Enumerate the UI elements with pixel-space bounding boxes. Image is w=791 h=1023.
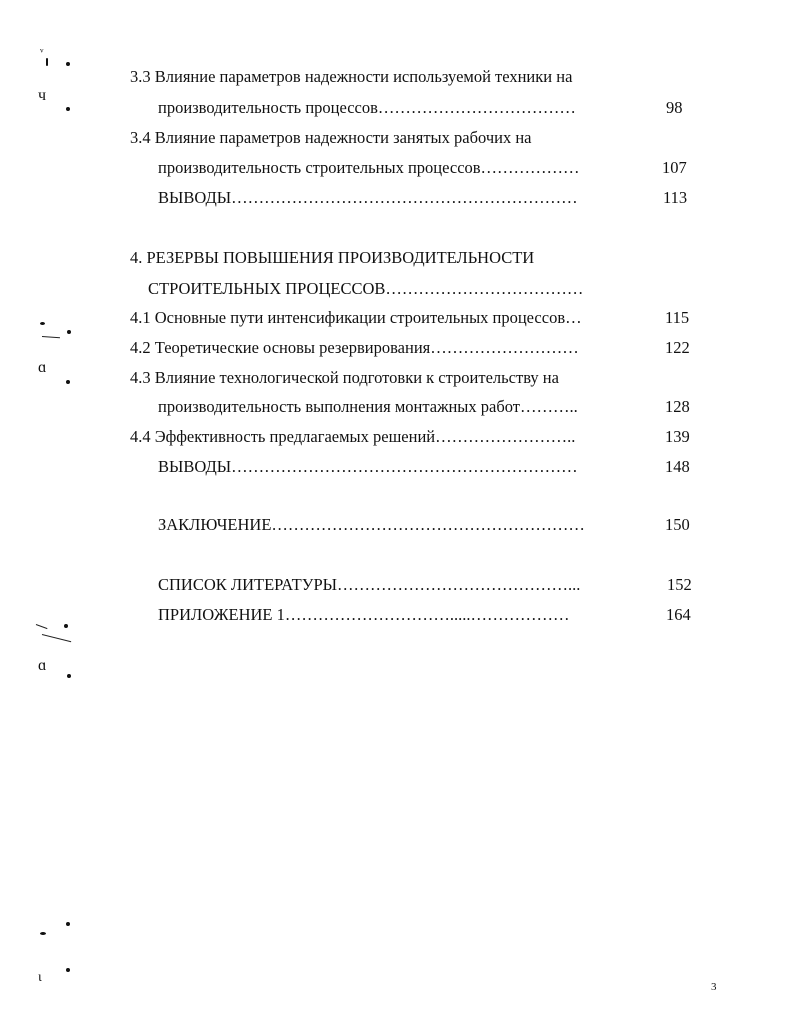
toc-entry-4-1: 4.1 Основные пути интенсификации строительных процессов… <box>130 308 582 327</box>
toc-entry-3-3-line2: производительность процессов……………………………… <box>158 98 576 117</box>
toc-chapter-4-line2: СТРОИТЕЛЬНЫХ ПРОЦЕССОВ……………………………… <box>148 279 584 298</box>
toc-entry-3-4-line1: 3.4 Влияние параметров надежности занятых рабочих на <box>130 128 532 147</box>
toc-final-conclusion: ЗАКЛЮЧЕНИЕ………………………………………………… <box>158 515 585 534</box>
toc-entry-4-3-page: 128 <box>665 397 690 416</box>
toc-entry-4-4-page: 139 <box>665 427 690 446</box>
page-number: 3 <box>711 981 717 993</box>
toc-appendix-1-page: 164 <box>666 605 691 624</box>
toc-bibliography-page: 152 <box>667 575 692 594</box>
toc-entry-4-3-line1: 4.3 Влияние технологической подготовки к строительству на <box>130 368 559 387</box>
toc-entry-4-4: 4.4 Эффективность предлагаемых решений…………………….. <box>130 427 576 446</box>
toc-chapter-4-line1: 4. РЕЗЕРВЫ ПОВЫШЕНИЯ ПРОИЗВОДИТЕЛЬНОСТИ <box>130 248 535 267</box>
toc-final-conclusion-page: 150 <box>665 515 690 534</box>
toc-conclusions-3: ВЫВОДЫ……………………………………………………… <box>158 188 578 207</box>
toc-bibliography: СПИСОК ЛИТЕРАТУРЫ……………………………………... <box>158 575 581 594</box>
toc-entry-4-2: 4.2 Теоретические основы резервирования……………………… <box>130 338 579 357</box>
toc-appendix-1: ПРИЛОЖЕНИЕ 1………………………….....……………… <box>158 605 570 624</box>
toc-entry-3-3-line1: 3.3 Влияние параметров надежности используемой техники на <box>130 67 573 86</box>
toc-entry-4-3-line2: производительность выполнения монтажных работ……….. <box>158 397 578 416</box>
toc-conclusions-4-page: 148 <box>665 457 690 476</box>
document-page: 3.3 Влияние параметров надежности используемой техники на производительность процессов……………………………… 98 3.4 Влияние параметров надежности занятых рабочих на производительность строительных процессов……………… 107 ВЫВОДЫ……………………………………………………… 113 4. РЕЗЕРВЫ ПОВЫШЕНИЯ ПРОИЗВОДИТЕЛЬНОСТИ СТРОИТЕЛЬНЫХ ПРОЦЕССОВ……………………………… 4.1 Основные пути интенсификации строительных процессов… 115 4.2 Теоретические основы резервирования……………………… 122 4.3 Влияние технологической подготовки к строительству на производительность выполнения монтажных работ……….. 128 4.4 Эффективность предлагаемых решений…………………….. 139 ВЫВОДЫ……………………………………………………… 148 ЗАКЛЮЧЕНИЕ………………………………………………… 150 СПИСОК ЛИТЕРАТУРЫ……………………………………... 152 ПРИЛОЖЕНИЕ 1………………………….....……………… 164 3 ᵛ ч ɑ ɑ ɩ <box>0 0 791 1023</box>
toc-entry-3-3-page: 98 <box>666 98 683 117</box>
toc-conclusions-3-page: 113 <box>663 188 688 207</box>
toc-entry-3-4-page: 107 <box>662 158 687 177</box>
toc-entry-4-1-page: 115 <box>665 308 690 327</box>
toc-entry-4-2-page: 122 <box>665 338 690 357</box>
toc-conclusions-4: ВЫВОДЫ……………………………………………………… <box>158 457 578 476</box>
toc-entry-3-4-line2: производительность строительных процессов……………… <box>158 158 580 177</box>
